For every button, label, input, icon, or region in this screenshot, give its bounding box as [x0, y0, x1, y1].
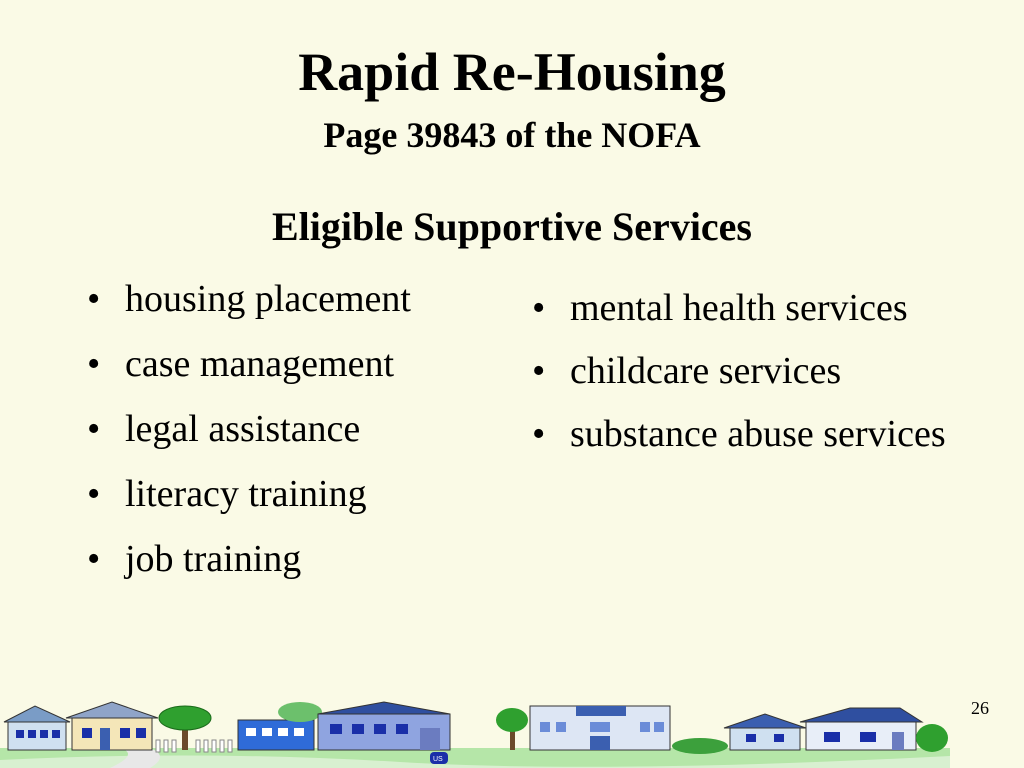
- neighborhood-illustration: [0, 690, 950, 768]
- left-service-list: [81, 277, 501, 602]
- building-icon: [238, 702, 322, 750]
- list-item: • substance abuse services: [526, 412, 946, 456]
- house-icon: [800, 708, 922, 750]
- house-icon: [4, 706, 70, 750]
- slide-subtitle: Page 39843 of the NOFA: [323, 115, 701, 155]
- list-item: • case management: [81, 342, 501, 386]
- house-icon: [724, 714, 806, 750]
- list-item: • housing placement: [81, 277, 501, 321]
- house-icon: [66, 702, 158, 750]
- building-icon: [530, 706, 670, 750]
- mailbox-icon: [430, 752, 448, 764]
- section-heading: Eligible Supportive Services: [272, 204, 752, 249]
- list-item: • childcare services: [526, 349, 946, 393]
- tree-icon: [496, 708, 528, 750]
- slide-title: Rapid Re-Housing: [298, 42, 726, 102]
- list-item: • job training: [81, 537, 501, 581]
- building-icon: [318, 702, 450, 750]
- list-item: • legal assistance: [81, 407, 501, 451]
- mailbox-label: US: [433, 756, 443, 763]
- list-item: • mental health services: [526, 286, 946, 330]
- list-item: • literacy training: [81, 472, 501, 516]
- right-service-list: [526, 286, 946, 475]
- page-number: 26: [971, 698, 989, 718]
